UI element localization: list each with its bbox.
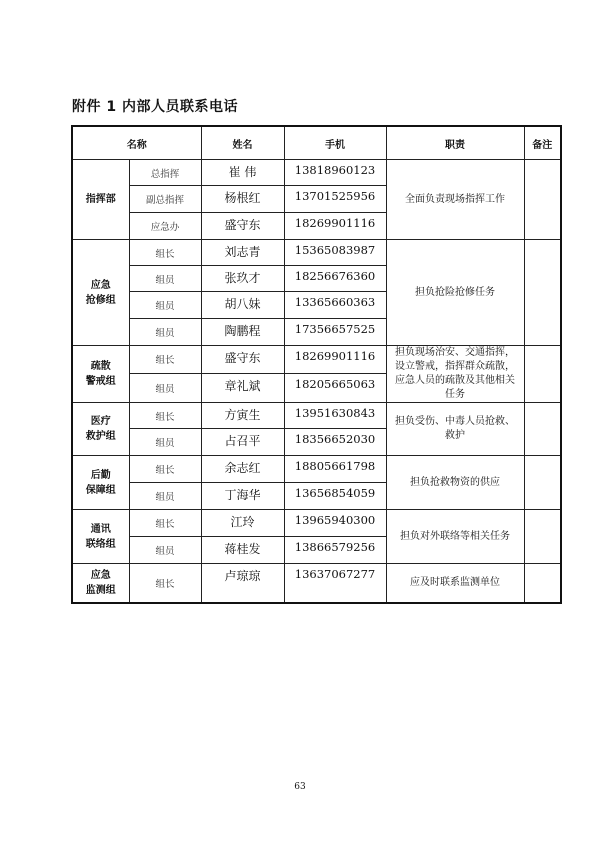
member-name: 刘志青 <box>201 240 284 266</box>
member-role: 应急办 <box>129 213 201 240</box>
group-name-line: 救护组 <box>85 431 116 442</box>
group-note <box>524 510 561 564</box>
table-row <box>72 564 561 603</box>
group-note <box>524 346 561 403</box>
member-role: 总指挥 <box>129 160 201 186</box>
table-row <box>72 510 561 537</box>
member-role: 组长 <box>129 403 201 429</box>
group-duty: 担负现场治安、交通指挥，设立警戒，指挥群众疏散，应急人员的疏散及其他相关任务 <box>386 346 524 403</box>
group-note <box>524 240 561 346</box>
header-name: 姓名 <box>201 126 284 160</box>
group-name <box>72 564 129 603</box>
member-name: 胡八妹 <box>201 292 284 319</box>
member-name: 盛守东 <box>201 346 284 374</box>
member-role: 组员 <box>129 266 201 292</box>
group-name-line: 指挥部 <box>85 194 116 205</box>
member-phone: 13365660363 <box>284 292 386 319</box>
group-name-line: 监测组 <box>85 584 116 596</box>
group-name-line: 保障组 <box>85 484 116 496</box>
group-note <box>524 160 561 240</box>
member-role: 组员 <box>129 319 201 346</box>
member-name: 江玲 <box>201 510 284 537</box>
group-name-line: 后勤 <box>90 469 111 481</box>
member-name: 陶鹏程 <box>201 319 284 346</box>
member-role: 副总指挥 <box>129 186 201 213</box>
group-note <box>524 456 561 510</box>
member-role: 组长 <box>129 564 201 603</box>
page-number: 63 <box>294 782 306 792</box>
member-phone: 18356652030 <box>284 429 386 456</box>
group-name <box>72 510 129 564</box>
table-row <box>72 160 561 186</box>
member-name: 盛守东 <box>201 213 284 240</box>
group-name <box>72 160 129 240</box>
group-name-line: 医疗 <box>90 416 111 427</box>
member-name: 方寅生 <box>201 403 284 429</box>
member-phone: 13701525956 <box>284 186 386 213</box>
member-name: 章礼斌 <box>201 373 284 402</box>
member-role: 组员 <box>129 292 201 319</box>
member-name: 蒋桂发 <box>201 537 284 564</box>
member-phone: 17356657525 <box>284 319 386 346</box>
group-name-line: 联络组 <box>85 538 116 550</box>
member-phone: 18256676360 <box>284 266 386 292</box>
member-phone: 18205665063 <box>284 373 386 402</box>
member-name: 张玖才 <box>201 266 284 292</box>
member-name: 卢琼琼 <box>201 564 284 603</box>
header-duty: 职责 <box>386 126 524 160</box>
table-row <box>72 346 561 374</box>
group-duty: 全面负责现场指挥工作 <box>386 160 524 240</box>
member-phone: 13965940300 <box>284 510 386 537</box>
member-phone: 13656854059 <box>284 483 386 510</box>
header-phone: 手机 <box>284 126 386 160</box>
member-phone: 18805661798 <box>284 456 386 483</box>
member-phone: 13951630843 <box>284 403 386 429</box>
group-note <box>524 564 561 603</box>
member-role: 组长 <box>129 240 201 266</box>
member-name: 崔 伟 <box>201 160 284 186</box>
group-name-line: 警戒组 <box>85 376 116 387</box>
table-header-row <box>72 126 561 160</box>
member-name: 占召平 <box>201 429 284 456</box>
header-unit: 名称 <box>72 126 201 160</box>
member-name: 杨根红 <box>201 186 284 213</box>
header-note: 备注 <box>524 126 561 160</box>
page-title: 附件 1 内部人员联系电话 <box>72 99 238 115</box>
contact-table <box>71 125 562 604</box>
member-name: 余志红 <box>201 456 284 483</box>
table-row <box>72 240 561 266</box>
member-phone: 15365083987 <box>284 240 386 266</box>
group-name-line: 抢修组 <box>85 294 116 306</box>
group-name-line: 应急 <box>90 279 111 291</box>
group-duty: 担负抢险抢修任务 <box>386 240 524 346</box>
group-duty: 应及时联系监测单位 <box>386 564 524 603</box>
member-role: 组员 <box>129 429 201 456</box>
member-role: 组员 <box>129 373 201 402</box>
group-name-line: 通讯 <box>90 523 111 535</box>
group-name <box>72 403 129 456</box>
group-name <box>72 240 129 346</box>
group-note <box>524 403 561 456</box>
member-name: 丁海华 <box>201 483 284 510</box>
group-name <box>72 456 129 510</box>
member-phone: 13866579256 <box>284 537 386 564</box>
group-name <box>72 346 129 403</box>
member-phone: 13818960123 <box>284 160 386 186</box>
group-name-line: 应急 <box>90 569 111 581</box>
member-phone: 18269901116 <box>284 213 386 240</box>
table-row <box>72 456 561 483</box>
member-role: 组员 <box>129 483 201 510</box>
table-row <box>72 403 561 429</box>
member-role: 组长 <box>129 456 201 483</box>
member-role: 组员 <box>129 537 201 564</box>
member-phone: 13637067277 <box>284 564 386 603</box>
group-name-line: 疏散 <box>90 361 111 372</box>
group-duty: 担负受伤、中毒人员抢救、救护 <box>386 403 524 456</box>
member-role: 组长 <box>129 346 201 374</box>
group-duty: 担负抢救物资的供应 <box>386 456 524 510</box>
member-phone: 18269901116 <box>284 346 386 374</box>
group-duty: 担负对外联络等相关任务 <box>386 510 524 564</box>
member-role: 组长 <box>129 510 201 537</box>
